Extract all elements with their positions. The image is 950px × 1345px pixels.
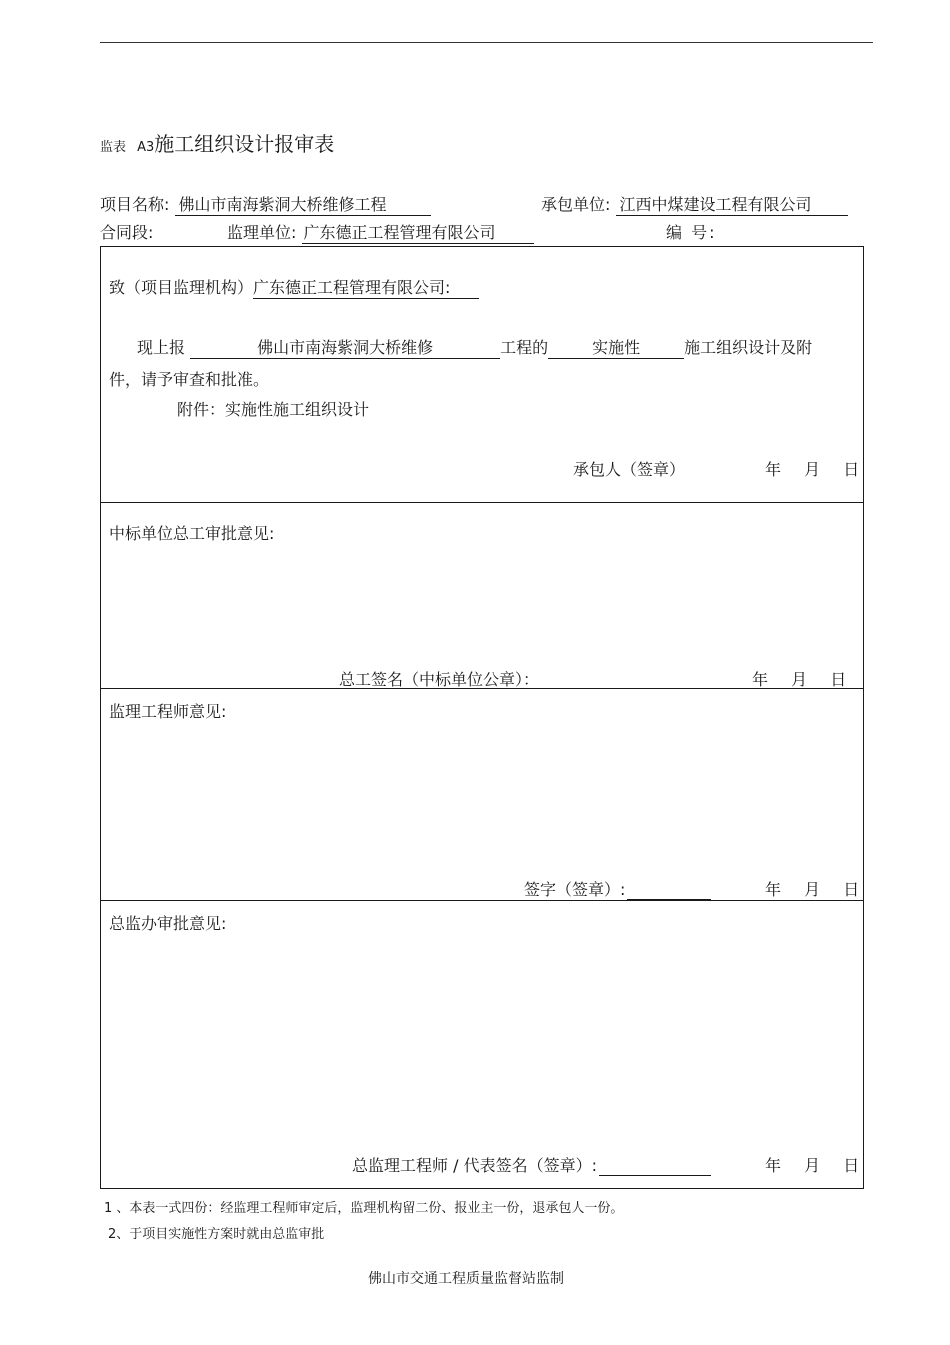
supervisor-label: 监理单位: (227, 223, 297, 242)
month-label: 月 (804, 460, 821, 479)
year-label: 年 (765, 880, 782, 899)
note-1: 1 、本表一式四份：经监理工程师审定后，监理机构留二份、报业主一份，退承包人一份。 (104, 1201, 624, 1216)
contract-section-label: 合同段: (100, 223, 154, 242)
day-label: 日 (843, 880, 860, 899)
chief-engineer-heading: 中标单位总工审批意见: (109, 524, 275, 543)
submit-line-2: 件，请予审查和批准。 (109, 370, 270, 389)
sign-date-4 (765, 1153, 859, 1176)
section-chief-engineer (101, 503, 863, 688)
submit-project: 佛山市南海紫洞大桥维修 (190, 338, 500, 359)
supervisor-row (227, 220, 534, 244)
day-label: 日 (830, 670, 847, 689)
addressee-label: 致（项目监理机构） (109, 278, 254, 297)
day-label: 日 (843, 1156, 860, 1175)
number-label: 编 号: (666, 223, 717, 242)
sign-date-2 (752, 667, 846, 690)
year-label: 年 (765, 460, 782, 479)
form-title-text: 施工组织设计报审表 (154, 132, 335, 156)
approval-table (100, 246, 864, 1189)
supervision-engineer-heading: 监理工程师意见: (109, 702, 227, 721)
form-title (100, 128, 334, 157)
contractor-label: 承包单位: (541, 195, 611, 214)
submit-type: 实施性 (548, 338, 684, 359)
day-label: 日 (843, 460, 860, 479)
addressee-line (109, 275, 479, 299)
contractor-row (541, 192, 848, 216)
addressee-value: 广东德正工程管理有限公司: (253, 278, 479, 299)
section-chief-supervisor (101, 901, 863, 1188)
project-name-label: 项目名称: (100, 195, 170, 214)
sign-date-3 (765, 877, 859, 900)
submit-mid: 工程的 (500, 338, 549, 357)
year-label: 年 (765, 1156, 782, 1175)
chief-supervisor-signature-row (352, 1153, 711, 1176)
chief-supervisor-heading: 总监办审批意见: (109, 914, 227, 933)
month-label: 月 (791, 670, 808, 689)
form-code-prefix: 监表 (100, 140, 127, 155)
month-label: 月 (804, 1156, 821, 1175)
form-code: A3 (137, 140, 155, 155)
chief-supervisor-signature-label: 总监理工程师 / 代表签名（签章）: (352, 1156, 597, 1175)
month-label: 月 (804, 880, 821, 899)
top-rule (100, 42, 873, 43)
section-submission (101, 247, 863, 502)
submit-line (137, 335, 812, 359)
project-name-row (100, 192, 431, 216)
attachment-line: 附件：实施性施工组织设计 (177, 400, 370, 419)
section-supervision-engineer (101, 689, 863, 900)
footer-issuer: 佛山市交通工程质量监督站监制 (368, 1271, 564, 1287)
sign-date-1 (765, 457, 859, 480)
submit-prefix: 现上报 (137, 338, 186, 357)
contractor-value: 江西中煤建设工程有限公司 (616, 195, 848, 216)
chief-engineer-signature-label: 总工签名（中标单位公章）： (339, 670, 540, 689)
chief-supervisor-signature-blank (599, 1157, 711, 1176)
note-2: 2、于项目实施性方案时就由总监审批 (108, 1227, 325, 1242)
supervision-signature-blank (627, 881, 711, 900)
year-label: 年 (752, 670, 769, 689)
submit-suffix: 施工组织设计及附 (684, 338, 813, 357)
contractor-signature-label: 承包人（签章） (573, 460, 686, 479)
supervisor-value: 广东德正工程管理有限公司 (302, 223, 534, 244)
project-name-value: 佛山市南海紫洞大桥维修工程 (175, 195, 431, 216)
supervision-signature-row (524, 877, 711, 900)
supervision-signature-label: 签字（签章）: (524, 880, 626, 899)
